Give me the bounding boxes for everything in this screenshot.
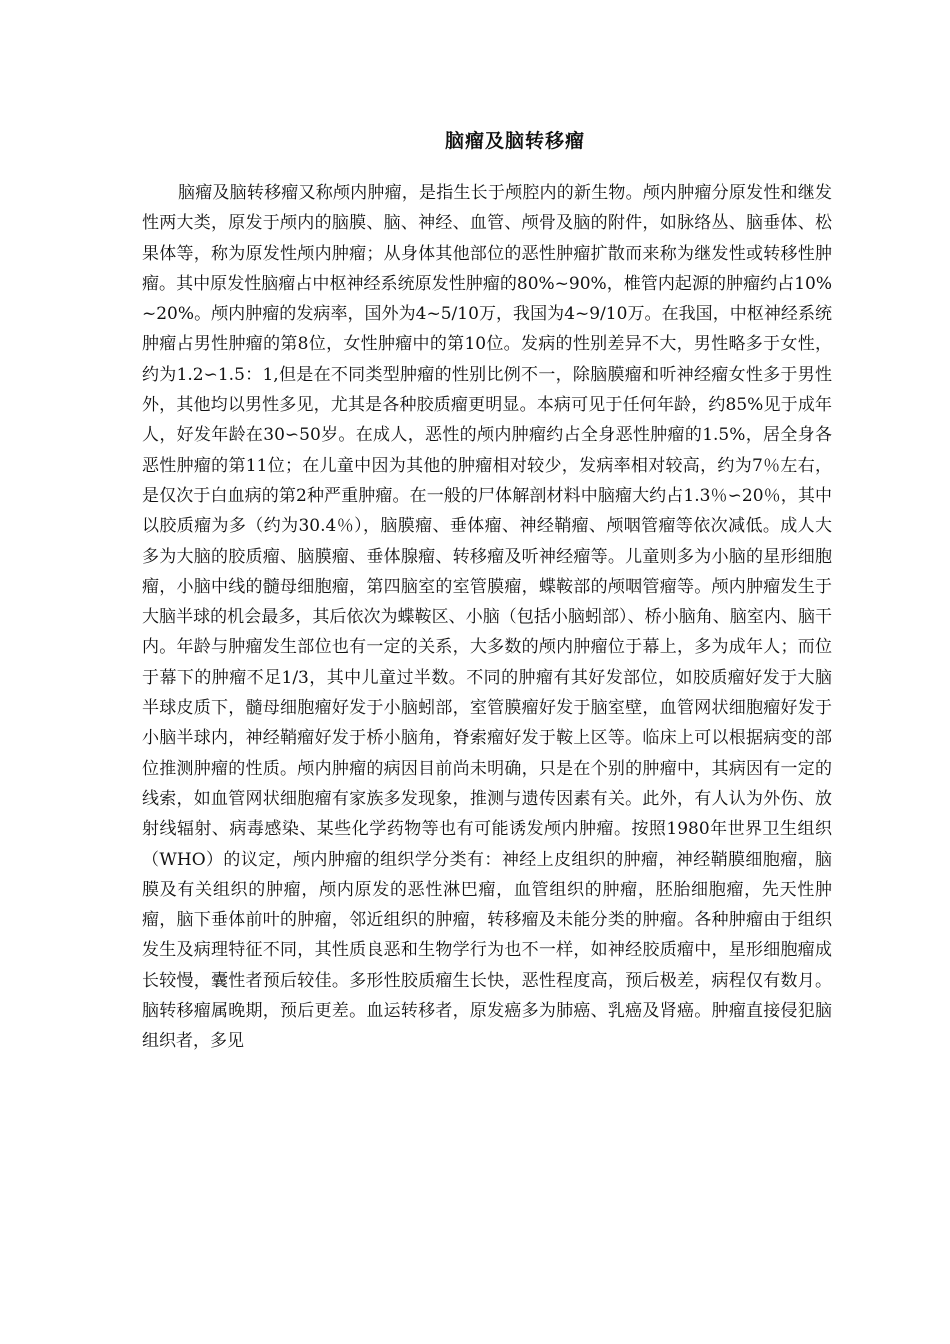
document-title: 脑瘤及脑转移瘤: [444, 130, 585, 152]
body-paragraph: 脑瘤及脑转移瘤又称颅内肿瘤，是指生长于颅腔内的新生物。颅内肿瘤分原发性和继发性两大类，原发于颅内的脑膜、脑、神经、血管、颅骨及脑的附件，如脉络丛、脑垂体、松果体等，称为原发性颅内肿瘤；从身体其他部位的恶性肿瘤扩散而来称为继发性或转移性肿瘤。其中原发性脑瘤占中枢神经系统原发性肿瘤的80%~90%，椎管内起源的肿瘤约占10%~20%。颅内肿瘤的发病率，国外为4~5/10万，我国为4~9/10万。在我国，中枢神经系统肿瘤占男性肿瘤的第8位，女性肿瘤中的第10位。发病的性别差异不大，男性略多于女性，约为1.2∽1.5：1,但是在不同类型肿瘤的性别比例不一，除脑膜瘤和听神经瘤女性多于男性外，其他均以男性多见，尤其是各种胶质瘤更明显。本病可见于任何年龄，约85%见于成年人，好发年龄在30∽50岁。在成人，恶性的颅内肿瘤约占全身恶性肿瘤的1.5%，居全身各恶性肿瘤的第11位；在儿童中因为其他的肿瘤相对较少，发病率相对较高，约为7％左右，是仅次于白血病的第2种严重肿瘤。在一般的尸体解剖材料中脑瘤大约占1.3％∽20％，其中以胶质瘤为多（约为30.4％），脑膜瘤、垂体瘤、神经鞘瘤、颅咽管瘤等依次减低。成人大多为大脑的胶质瘤、脑膜瘤、垂体腺瘤、转移瘤及听神经瘤等。儿童则多为小脑的星形细胞瘤，小脑中线的髓母细胞瘤，第四脑室的室管膜瘤，蝶鞍部的颅咽管瘤等。颅内肿瘤发生于大脑半球的机会最多，其后依次为蝶鞍区、小脑（包括小脑蚓部）、桥小脑角、脑室内、脑干内。年龄与肿瘤发生部位也有一定的关系，大多数的颅内肿瘤位于幕上，多为成年人；而位于幕下的肿瘤不足1/3，其中儿童过半数。不同的肿瘤有其好发部位，如胶质瘤好发于大脑半球皮质下，髓母细胞瘤好发于小脑蚓部，室管膜瘤好发于脑室壁，血管网状细胞瘤好发于小脑半球内，神经鞘瘤好发于桥小脑角，脊索瘤好发于鞍上区等。临床上可以根据病变的部位推测肿瘤的性质。颅内肿瘤的病因目前尚未明确，只是在个别的肿瘤中，其病因有一定的线索，如血管网状细胞瘤有家族多发现象，推测与遗传因素有关。此外，有人认为外伤、放射线辐射、病毒感染、某些化学药物等也有可能诱发颅内肿瘤。按照1980年世界卫生组织（WHO）的议定，颅内肿瘤的组织学分类有：神经上皮组织的肿瘤，神经鞘膜细胞瘤，脑膜及有关组织的肿瘤，颅内原发的恶性淋巴瘤，血管组织的肿瘤，胚胎细胞瘤，先天性肿瘤，脑下垂体前叶的肿瘤，邻近组织的肿瘤，转移瘤及未能分类的肿瘤。各种肿瘤由于组织发生及病理特征不同，其性质良恶和生物学行为也不一样，如神经胶质瘤中，星形细胞瘤成长较慢，囊性者预后较佳。多形性胶质瘤生长快，恶性程度高，预后极差，病程仅有数月。脑转移瘤属晚期，预后更差。血运转移者，原发癌多为肺癌、乳癌及肾癌。肿瘤直接侵犯脑组织者，多见: [142, 183, 832, 1052]
